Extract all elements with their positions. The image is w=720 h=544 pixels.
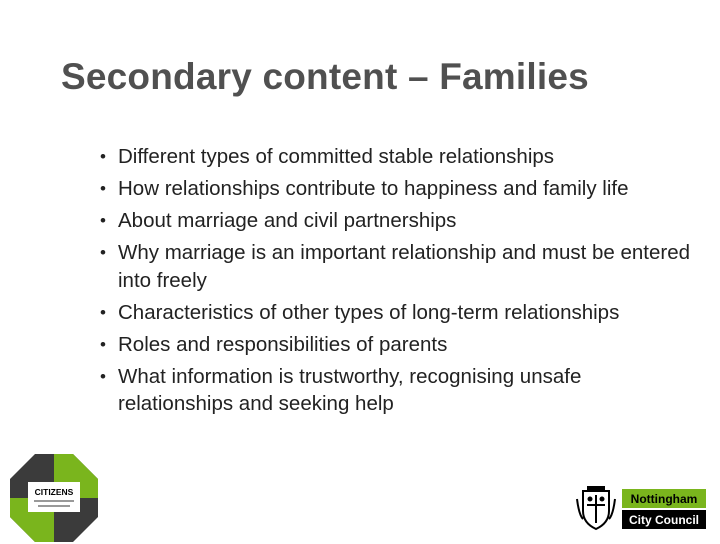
bullet-item: • What information is trustworthy, recognising unsafe relationships and seeking help [100, 364, 582, 415]
bullet-item: • How relationships contribute to happiness and family life [100, 175, 700, 203]
nottingham-city-council-logo [622, 489, 706, 529]
slide-title: Secondary content – Families [61, 56, 589, 97]
bullet-dot-icon: • [100, 366, 106, 386]
council-line1: Nottingham [622, 489, 706, 508]
bullet-dot-icon: • [100, 243, 106, 262]
council-line2: City Council [622, 510, 706, 529]
bullet-dot-icon: • [100, 334, 106, 354]
bullet-dot-icon: • [100, 147, 106, 166]
badge-text: CITIZENS [34, 487, 74, 497]
citizens-badge-logo [8, 452, 100, 544]
bullet-item: • Characteristics of other types of long-term relationships [100, 299, 700, 327]
bullet-item: • Why marriage is an important relationship and must be entered into freely [100, 241, 691, 292]
bullet-item: • Roles and responsibilities of parents [100, 331, 700, 359]
bullet-item: • Different types of committed stable relationships [100, 143, 700, 171]
bullet-item: • About marriage and civil partnerships [100, 207, 700, 235]
bullet-list [100, 143, 700, 422]
bullet-dot-icon: • [100, 302, 106, 322]
bullet-dot-icon: • [100, 179, 106, 198]
crest-icon [575, 485, 617, 531]
bullet-dot-icon: • [100, 211, 106, 230]
